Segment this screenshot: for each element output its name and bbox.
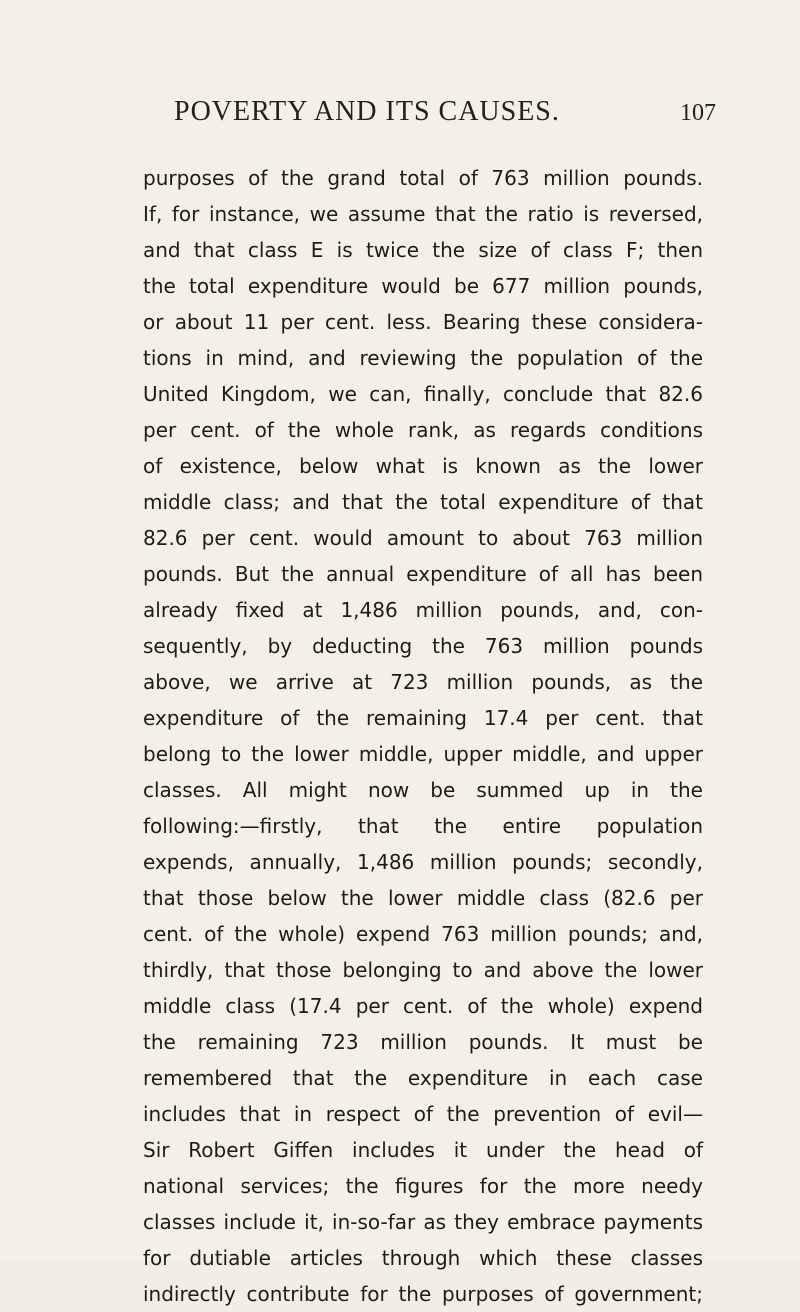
text-line: following:—firstly, that the entire population [143, 814, 703, 838]
text-line: purposes of the grand total of 763 million pounds. [143, 166, 703, 190]
text-line: belong to the lower middle, upper middle, and upper [143, 742, 703, 766]
text-line: that those below the lower middle class (82.6 per [143, 886, 703, 910]
text-line: sequently, by deducting the 763 million pounds [143, 634, 703, 658]
text-line: classes include it, in-so-far as they embrace payments [143, 1210, 703, 1234]
text-line: United Kingdom, we can, finally, conclude that 82.6 [143, 382, 703, 406]
text-line: and that class E is twice the size of class F; then [143, 238, 703, 262]
text-line: expenditure of the remaining 17.4 per cent. that [143, 706, 703, 730]
text-line: already fixed at 1,486 million pounds, and, con- [143, 598, 703, 622]
text-line: Sir Robert Giffen includes it under the head of [143, 1138, 703, 1162]
text-line: pounds. But the annual expenditure of all has been [143, 562, 703, 586]
text-line: per cent. of the whole rank, as regards conditions [143, 418, 703, 442]
text-line: middle class (17.4 per cent. of the whole) expend [143, 994, 703, 1018]
text-line: of existence, below what is known as the lower [143, 454, 703, 478]
text-line: classes. All might now be summed up in the [143, 778, 703, 802]
text-line: national services; the figures for the more needy [143, 1174, 703, 1198]
running-title: POVERTY AND ITS CAUSES. [174, 96, 560, 127]
text-line: thirdly, that those belonging to and above the lower [143, 958, 703, 982]
running-head [0, 96, 800, 136]
text-line: includes that in respect of the prevention of evil— [143, 1102, 703, 1126]
page-number: 107 [680, 100, 716, 126]
text-line: the remaining 723 million pounds. It must be [143, 1030, 703, 1054]
text-line: tions in mind, and reviewing the population of the [143, 346, 703, 370]
text-line: 82.6 per cent. would amount to about 763 million [143, 526, 703, 550]
text-line: remembered that the expenditure in each case [143, 1066, 703, 1090]
body-text [143, 160, 703, 1312]
text-line: the total expenditure would be 677 million pounds, [143, 274, 703, 298]
text-line: expends, annually, 1,486 million pounds; secondly, [143, 850, 703, 874]
text-line: above, we arrive at 723 million pounds, as the [143, 670, 703, 694]
text-line: or about 11 per cent. less. Bearing these considera- [143, 310, 703, 334]
text-line: cent. of the whole) expend 763 million pounds; and, [143, 922, 703, 946]
text-line: middle class; and that the total expenditure of that [143, 490, 703, 514]
text-line: indirectly contribute for the purposes of government; [143, 1282, 703, 1306]
text-line: for dutiable articles through which these classes [143, 1246, 703, 1270]
text-line: If, for instance, we assume that the ratio is reversed, [143, 202, 703, 226]
